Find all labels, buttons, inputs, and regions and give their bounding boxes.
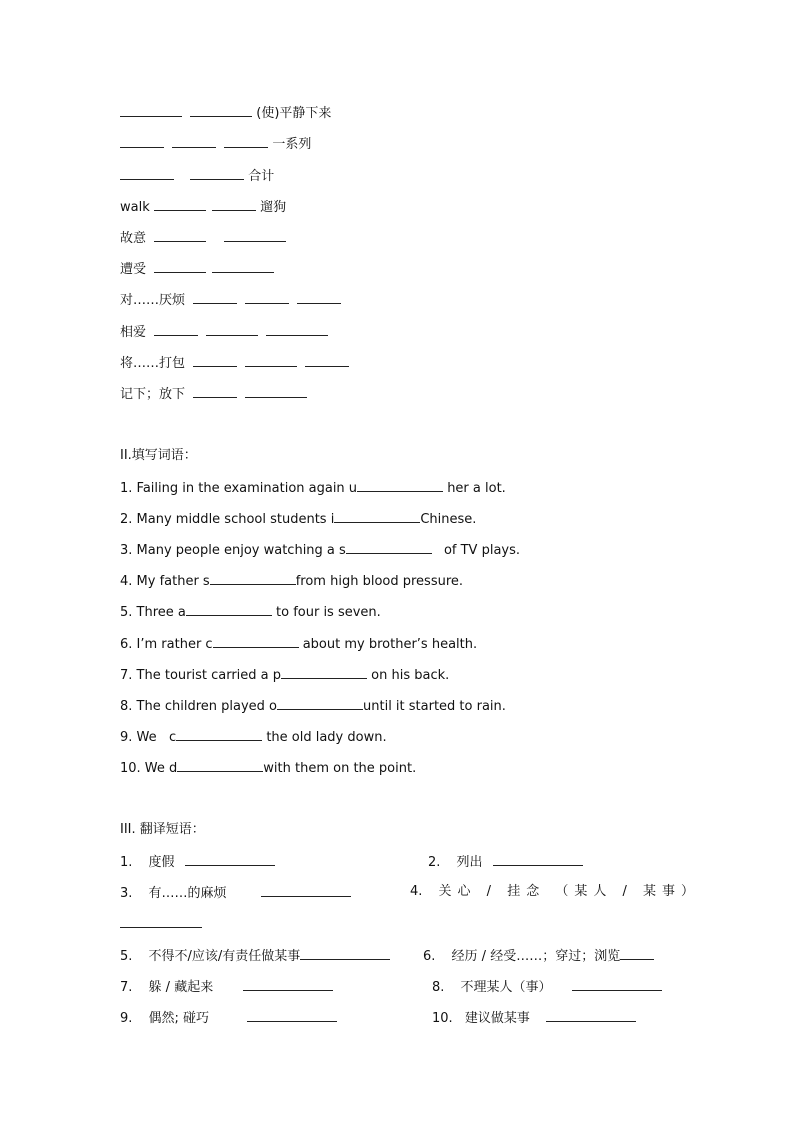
question-text: Chinese. [420, 512, 477, 527]
item-text: 度假 [148, 855, 175, 870]
item-text: 不得不/应该/有责任做某事 [148, 949, 301, 964]
item-text: 经历 / 经受……；穿过；浏览 [451, 949, 621, 964]
question-text: to four is seven. [276, 605, 381, 620]
answer-blank[interactable] [177, 758, 263, 772]
item-text: 不理某人（事） [460, 980, 552, 995]
answer-blank[interactable] [210, 571, 296, 585]
item-text: 列出 [456, 855, 483, 870]
answer-blank[interactable] [247, 1008, 337, 1022]
item-text: 有……的麻烦 [148, 886, 227, 901]
answer-blank[interactable] [346, 540, 432, 554]
answer-blank[interactable] [281, 665, 367, 679]
answer-blank[interactable] [154, 259, 206, 273]
question-text: 8. The children played o [120, 699, 277, 714]
translate-item [120, 1008, 337, 1028]
phrase-line-3 [120, 166, 274, 186]
question-text: about my brother’s health. [302, 637, 478, 652]
translate-item [410, 883, 700, 901]
phrase-meaning: 将……打包 [120, 356, 186, 371]
item-number: 8. [432, 980, 445, 995]
question-line [120, 727, 387, 747]
answer-blank[interactable] [190, 166, 244, 180]
phrase-meaning: 对……厌烦 [120, 293, 186, 308]
item-number: 3. [120, 886, 133, 901]
answer-blank[interactable] [154, 197, 206, 211]
question-line [120, 758, 416, 778]
question-text: on his back. [371, 668, 450, 683]
phrase-line-8 [120, 322, 328, 342]
answer-blank[interactable] [186, 602, 272, 616]
question-text: 7. The tourist carried a p [120, 668, 282, 683]
translate-item [432, 977, 662, 997]
answer-blank[interactable] [357, 478, 443, 492]
answer-blank[interactable] [120, 134, 164, 148]
phrase-line-9 [120, 353, 349, 373]
phrase-meaning: 遭受 [120, 262, 147, 277]
answer-blank[interactable] [212, 259, 274, 273]
translate-item [423, 946, 654, 966]
answer-blank[interactable] [493, 852, 583, 866]
item-number: 10. [432, 1011, 453, 1026]
question-line [120, 478, 506, 498]
question-line [120, 696, 506, 716]
question-line [120, 571, 463, 591]
phrase-meaning: 一系列 [272, 137, 312, 152]
question-text: 9. We c [120, 730, 177, 745]
answer-blank[interactable] [185, 852, 275, 866]
answer-blank[interactable] [120, 166, 174, 180]
answer-blank[interactable] [224, 228, 286, 242]
item-number: 9. [120, 1011, 133, 1026]
question-text: of TV plays. [443, 543, 521, 558]
answer-blank[interactable] [300, 946, 390, 960]
answer-blank[interactable] [206, 322, 258, 336]
question-text: 6. I’m rather c [120, 637, 213, 652]
question-line [120, 509, 476, 529]
question-text: 1. Failing in the examination again u [120, 481, 358, 496]
item-text: 建议做某事 [464, 1011, 530, 1026]
question-line [120, 540, 520, 560]
translate-item [428, 852, 583, 872]
translate-item-continuation [120, 914, 202, 934]
phrase-line-6 [120, 259, 274, 279]
phrase-meaning: 遛狗 [260, 200, 287, 215]
question-text: 10. We d [120, 761, 178, 776]
phrase-line-1 [120, 103, 331, 123]
phrase-line-2 [120, 134, 311, 154]
question-text: until it started to rain. [363, 699, 506, 714]
answer-blank[interactable] [620, 946, 654, 960]
question-text: from high blood pressure. [295, 574, 464, 589]
item-text: 躲 / 藏起来 [148, 980, 214, 995]
answer-blank[interactable] [172, 134, 216, 148]
item-number: 1. [120, 855, 133, 870]
translate-item [120, 977, 333, 997]
question-line [120, 665, 449, 685]
answer-blank[interactable] [245, 290, 289, 304]
answer-blank[interactable] [213, 634, 299, 648]
answer-blank[interactable] [193, 384, 237, 398]
phrase-meaning: 故意 [120, 231, 147, 246]
answer-blank[interactable] [261, 883, 351, 897]
question-text: 3. Many people enjoy watching a s [120, 543, 346, 558]
answer-blank[interactable] [120, 914, 202, 928]
answer-blank[interactable] [297, 290, 341, 304]
answer-blank[interactable] [154, 228, 206, 242]
item-number: 4. [410, 884, 423, 899]
phrase-line-7 [120, 290, 341, 310]
answer-blank[interactable] [334, 509, 420, 523]
phrase-meaning: (使)平静下来 [256, 106, 332, 121]
answer-blank[interactable] [154, 322, 198, 336]
answer-blank[interactable] [190, 103, 252, 117]
answer-blank[interactable] [245, 384, 307, 398]
item-text: 偶然; 碰巧 [148, 1011, 210, 1026]
translate-item [120, 946, 390, 966]
question-text: 4. My father s [120, 574, 210, 589]
phrase-word: walk [120, 200, 150, 215]
question-line [120, 602, 381, 622]
answer-blank[interactable] [277, 696, 363, 710]
translate-item [432, 1008, 636, 1028]
question-text: 5. Three a [120, 605, 186, 620]
phrase-meaning: 记下；放下 [120, 387, 186, 402]
question-line [120, 634, 477, 654]
answer-blank[interactable] [305, 353, 349, 367]
phrase-line-5 [120, 228, 286, 248]
answer-blank[interactable] [245, 353, 297, 367]
answer-blank[interactable] [176, 727, 262, 741]
question-text: the old lady down. [266, 730, 387, 745]
question-text: her a lot. [447, 481, 506, 496]
phrase-line-10 [120, 384, 307, 404]
answer-blank[interactable] [212, 197, 256, 211]
section-heading-translate-phrases: III. 翻译短语： [120, 822, 205, 837]
answer-blank[interactable] [193, 353, 237, 367]
answer-blank[interactable] [266, 322, 328, 336]
phrase-line-4 [120, 197, 286, 217]
item-text: 关心 / 挂念 （某人 / 某事） [438, 884, 700, 899]
item-number: 7. [120, 980, 133, 995]
item-number: 5. [120, 949, 133, 964]
answer-blank[interactable] [120, 103, 182, 117]
item-number: 6. [423, 949, 436, 964]
question-text: with them on the point. [263, 761, 417, 776]
answer-blank[interactable] [224, 134, 268, 148]
item-number: 2. [428, 855, 441, 870]
question-text: 2. Many middle school students i [120, 512, 335, 527]
answer-blank[interactable] [572, 977, 662, 991]
answer-blank[interactable] [193, 290, 237, 304]
translate-item [120, 852, 275, 872]
answer-blank[interactable] [243, 977, 333, 991]
phrase-meaning: 合计 [248, 169, 275, 184]
phrase-meaning: 相爱 [120, 325, 147, 340]
translate-item [120, 883, 351, 903]
answer-blank[interactable] [546, 1008, 636, 1022]
section-heading-fill-words: II.填写词语： [120, 448, 197, 463]
